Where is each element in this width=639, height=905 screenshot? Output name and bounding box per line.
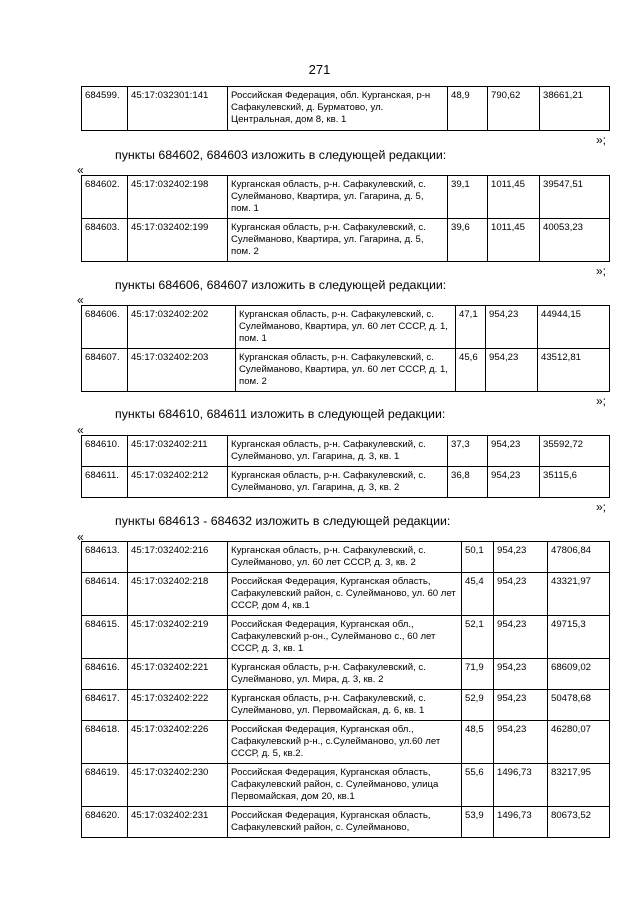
table-row — [82, 349, 610, 392]
cadastral-cost: 35592,72 — [540, 436, 610, 467]
cadastral-number: 45:17:032402:202 — [128, 306, 236, 349]
unit-price: 954,23 — [494, 542, 548, 573]
table-row — [82, 306, 610, 349]
table-row — [82, 573, 610, 616]
unit-price: 954,23 — [494, 721, 548, 764]
unit-price: 954,23 — [486, 349, 538, 392]
cadastral-cost: 68609,02 — [548, 659, 610, 690]
area: 39,1 — [448, 176, 488, 219]
registry-table-0 — [81, 86, 610, 131]
unit-price: 1011,45 — [488, 219, 540, 262]
address: Курганская область, р-н. Сафакулевский, с. Сулейманово, Квартира, ул. 60 лет СССР, д. 1, пом. 2 — [236, 349, 456, 392]
item-number: 684607. — [82, 349, 128, 392]
item-number: 684599. — [82, 87, 128, 131]
area: 36,8 — [448, 467, 488, 498]
item-number: 684620. — [82, 807, 128, 838]
address: Курганская область, р-н. Сафакулевский, с. Сулейманово, ул. Гагарина, д. 3, кв. 1 — [228, 436, 448, 467]
cadastral-number: 45:17:032402:212 — [128, 467, 228, 498]
area: 39,6 — [448, 219, 488, 262]
area: 45,6 — [456, 349, 486, 392]
address: Российская Федерация, Курганская область, Сафакулевский район, с. Сулейманово, — [228, 807, 462, 838]
amendment-instruction: пункты 684602, 684603 изложить в следующей редакции: — [115, 148, 447, 162]
table-row — [82, 659, 610, 690]
address: Курганская область, р-н. Сафакулевский, с. Сулейманово, ул. 60 лет СССР, д. 3, кв. 2 — [228, 542, 462, 573]
item-number: 684610. — [82, 436, 128, 467]
address: Российская Федерация, обл. Курганская, р-н Сафакулевский, д. Бурматово, ул. Центральная, дом 8, кв. 1 — [228, 87, 448, 131]
opening-quote: « — [77, 423, 84, 437]
cadastral-number: 45:17:032402:218 — [128, 573, 228, 616]
area: 71,9 — [462, 659, 494, 690]
table-row — [82, 807, 610, 838]
item-number: 684614. — [82, 573, 128, 616]
area: 48,9 — [448, 87, 488, 131]
cadastral-cost: 40053,23 — [540, 219, 610, 262]
address: Курганская область, р-н. Сафакулевский, с. Сулейманово, Квартира, ул. Гагарина, д. 5, пом. 2 — [228, 219, 448, 262]
cadastral-number: 45:17:032402:230 — [128, 764, 228, 807]
area: 45,4 — [462, 573, 494, 616]
cadastral-cost: 47806,84 — [548, 542, 610, 573]
item-number: 684617. — [82, 690, 128, 721]
cadastral-number: 45:17:032301:141 — [128, 87, 228, 131]
cadastral-cost: 50478,68 — [548, 690, 610, 721]
registry-table-2 — [81, 305, 610, 392]
item-number: 684611. — [82, 467, 128, 498]
unit-price: 954,23 — [494, 573, 548, 616]
registry-table-1 — [81, 175, 610, 262]
cadastral-number: 45:17:032402:216 — [128, 542, 228, 573]
cadastral-number: 45:17:032402:231 — [128, 807, 228, 838]
page-number: 271 — [308, 62, 331, 77]
cadastral-number: 45:17:032402:203 — [128, 349, 236, 392]
address: Российская Федерация, Курганская обл., Сафакулевский р-он., Сулейманово с., 60 лет СССР, д. 3, кв. 1 — [228, 616, 462, 659]
table-row — [82, 690, 610, 721]
address: Российская Федерация, Курганская область, Сафакулевский район, с. Сулейманово, ул. 60 лет СССР, дом 4, кв.1 — [228, 573, 462, 616]
cadastral-number: 45:17:032402:198 — [128, 176, 228, 219]
cadastral-cost: 83217,95 — [548, 764, 610, 807]
cadastral-number: 45:17:032402:211 — [128, 436, 228, 467]
table-row — [82, 219, 610, 262]
area: 55,6 — [462, 764, 494, 807]
registry-table-3 — [81, 435, 610, 498]
cadastral-number: 45:17:032402:219 — [128, 616, 228, 659]
cadastral-cost: 46280,07 — [548, 721, 610, 764]
cadastral-number: 45:17:032402:221 — [128, 659, 228, 690]
cadastral-cost: 49715,3 — [548, 616, 610, 659]
cadastral-number: 45:17:032402:222 — [128, 690, 228, 721]
cadastral-cost: 80673,52 — [548, 807, 610, 838]
address: Российская Федерация, Курганская обл., Сафакулевский р-н., с.Сулейманово, ул.60 лет СССР, д. 5, кв.2. — [228, 721, 462, 764]
closing-mark: »; — [596, 133, 607, 147]
area: 47,1 — [456, 306, 486, 349]
table-row — [82, 176, 610, 219]
unit-price: 954,23 — [488, 436, 540, 467]
table-row — [82, 616, 610, 659]
address: Курганская область, р-н. Сафакулевский, с. Сулейманово, ул. Первомайская, д. 6, кв. 1 — [228, 690, 462, 721]
opening-quote: « — [77, 530, 84, 544]
opening-quote: « — [77, 163, 84, 177]
amendment-instruction: пункты 684613 - 684632 изложить в следующей редакции: — [115, 514, 451, 528]
item-number: 684603. — [82, 219, 128, 262]
area: 53,9 — [462, 807, 494, 838]
area: 52,1 — [462, 616, 494, 659]
closing-mark: »; — [596, 264, 607, 278]
table-row — [82, 87, 610, 131]
address: Курганская область, р-н. Сафакулевский, с. Сулейманово, ул. Мира, д. 3, кв. 2 — [228, 659, 462, 690]
item-number: 684602. — [82, 176, 128, 219]
unit-price: 1496,73 — [494, 807, 548, 838]
amendment-instruction: пункты 684606, 684607 изложить в следующей редакции: — [115, 278, 447, 292]
unit-price: 954,23 — [494, 659, 548, 690]
area: 37,3 — [448, 436, 488, 467]
unit-price: 954,23 — [486, 306, 538, 349]
unit-price: 954,23 — [494, 616, 548, 659]
item-number: 684606. — [82, 306, 128, 349]
table-row — [82, 436, 610, 467]
closing-mark: »; — [596, 500, 607, 514]
item-number: 684618. — [82, 721, 128, 764]
table-row — [82, 721, 610, 764]
closing-mark: »; — [596, 394, 607, 408]
item-number: 684619. — [82, 764, 128, 807]
unit-price: 1496,73 — [494, 764, 548, 807]
unit-price: 790,62 — [488, 87, 540, 131]
registry-table-4 — [81, 541, 610, 838]
cadastral-cost: 44944,15 — [538, 306, 610, 349]
item-number: 684616. — [82, 659, 128, 690]
table-row — [82, 764, 610, 807]
item-number: 684615. — [82, 616, 128, 659]
cadastral-cost: 39547,51 — [540, 176, 610, 219]
table-row — [82, 467, 610, 498]
opening-quote: « — [77, 293, 84, 307]
unit-price: 954,23 — [494, 690, 548, 721]
cadastral-cost: 35115,6 — [540, 467, 610, 498]
cadastral-number: 45:17:032402:226 — [128, 721, 228, 764]
address: Курганская область, р-н. Сафакулевский, с. Сулейманово, Квартира, ул. Гагарина, д. 5, пом. 1 — [228, 176, 448, 219]
address: Российская Федерация, Курганская область, Сафакулевский район, с. Сулейманово, улица Первомайская, дом 20, кв.1 — [228, 764, 462, 807]
address: Курганская область, р-н. Сафакулевский, с. Сулейманово, Квартира, ул. 60 лет СССР, д. 1, пом. 1 — [236, 306, 456, 349]
area: 50,1 — [462, 542, 494, 573]
unit-price: 1011,45 — [488, 176, 540, 219]
cadastral-cost: 38661,21 — [540, 87, 610, 131]
cadastral-number: 45:17:032402:199 — [128, 219, 228, 262]
table-row — [82, 542, 610, 573]
cadastral-cost: 43512,81 — [538, 349, 610, 392]
address: Курганская область, р-н. Сафакулевский, с. Сулейманово, ул. Гагарина, д. 3, кв. 2 — [228, 467, 448, 498]
area: 52,9 — [462, 690, 494, 721]
area: 48,5 — [462, 721, 494, 764]
item-number: 684613. — [82, 542, 128, 573]
amendment-instruction: пункты 684610, 684611 изложить в следующей редакции: — [115, 407, 446, 421]
cadastral-cost: 43321,97 — [548, 573, 610, 616]
unit-price: 954,23 — [488, 467, 540, 498]
